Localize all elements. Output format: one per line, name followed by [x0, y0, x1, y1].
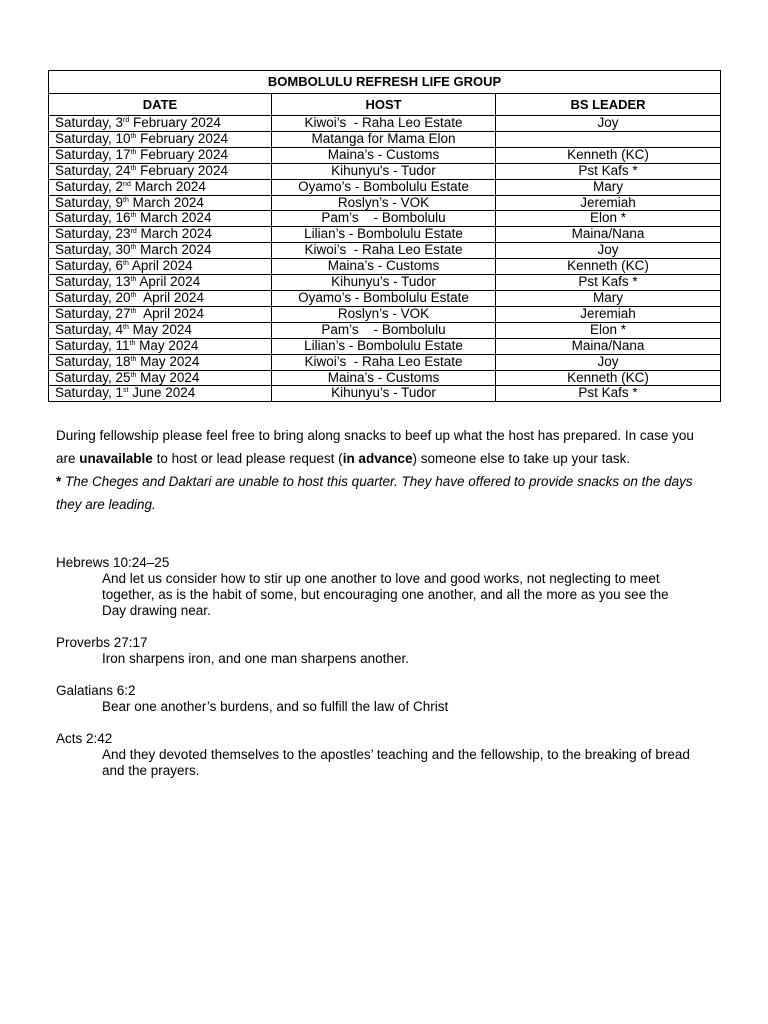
- date-cell: Saturday, 23rd March 2024: [49, 227, 272, 243]
- date-cell: Saturday, 25th May 2024: [49, 370, 272, 386]
- date-cell: Saturday, 30th March 2024: [49, 243, 272, 259]
- table-row: [49, 243, 721, 259]
- header-date: DATE: [49, 94, 272, 116]
- verse-text: And let us consider how to stir up one another to love and good works, not neglecting to meet together, as is the habit of some, but encouraging one another, and all the more as you see the Day drawing near.: [102, 571, 669, 618]
- verse-block: [56, 555, 696, 619]
- host-cell: Roslyn’s - VOK: [272, 195, 496, 211]
- scripture-verses: [56, 555, 696, 795]
- host-cell: Roslyn’s - VOK: [272, 306, 496, 322]
- leader-cell: Pst Kafs *: [496, 386, 721, 402]
- leader-cell: Joy: [496, 116, 721, 132]
- verse-reference: Hebrews 10:24–25: [56, 555, 170, 570]
- leader-cell: Jeremiah: [496, 195, 721, 211]
- leader-cell: Mary: [496, 179, 721, 195]
- leader-cell: Joy: [496, 243, 721, 259]
- date-cell: Saturday, 17th February 2024: [49, 147, 272, 163]
- host-cell: Kihunyu’s - Tudor: [272, 386, 496, 402]
- date-cell: Saturday, 1st June 2024: [49, 386, 272, 402]
- host-cell: Lilian’s - Bombolulu Estate: [272, 338, 496, 354]
- note-in-advance: in advance: [342, 451, 413, 466]
- host-cell: Lilian’s - Bombolulu Estate: [272, 227, 496, 243]
- leader-cell: Kenneth (KC): [496, 259, 721, 275]
- host-cell: Maina’s - Customs: [272, 259, 496, 275]
- note-text-2: to host or lead please request (: [152, 451, 343, 466]
- verse-block: [56, 731, 696, 779]
- leader-cell: [496, 131, 721, 147]
- header-host: HOST: [272, 94, 496, 116]
- date-cell: Saturday, 16th March 2024: [49, 211, 272, 227]
- table-row: [49, 290, 721, 306]
- host-cell: Kiwoi’s - Raha Leo Estate: [272, 354, 496, 370]
- leader-cell: Maina/Nana: [496, 227, 721, 243]
- note-text-3: ) someone else to take up your task.: [412, 451, 631, 466]
- host-exception-note: [56, 470, 716, 516]
- host-cell: Kiwoi’s - Raha Leo Estate: [272, 116, 496, 132]
- table-row: [49, 354, 721, 370]
- date-cell: Saturday, 18th May 2024: [49, 354, 272, 370]
- table-row: [49, 259, 721, 275]
- leader-cell: Elon *: [496, 322, 721, 338]
- date-cell: Saturday, 4th May 2024: [49, 322, 272, 338]
- verse-block: [56, 635, 696, 667]
- asterisk: *: [56, 474, 62, 489]
- date-cell: Saturday, 3rd February 2024: [49, 116, 272, 132]
- table-row: [49, 131, 721, 147]
- date-cell: Saturday, 6th April 2024: [49, 259, 272, 275]
- table-row: [49, 370, 721, 386]
- table-row: [49, 163, 721, 179]
- table-row: [49, 386, 721, 402]
- verse-block: [56, 683, 696, 715]
- leader-cell: Pst Kafs *: [496, 163, 721, 179]
- exception-text: The Cheges and Daktari are unable to host this quarter. They have offered to provide snacks on the days they are leading.: [56, 474, 693, 512]
- verse-text: Bear one another’s burdens, and so fulfill the law of Christ: [102, 699, 449, 714]
- verse-reference: Acts 2:42: [56, 731, 113, 746]
- table-title: BOMBOLULU REFRESH LIFE GROUP: [49, 71, 721, 94]
- leader-cell: Kenneth (KC): [496, 147, 721, 163]
- table-row: [49, 179, 721, 195]
- leader-cell: Mary: [496, 290, 721, 306]
- table-row: [49, 195, 721, 211]
- verse-text: Iron sharpens iron, and one man sharpens another.: [102, 651, 409, 666]
- table-row: [49, 275, 721, 291]
- leader-cell: Maina/Nana: [496, 338, 721, 354]
- note-unavailable: unavailable: [79, 451, 153, 466]
- leader-cell: Kenneth (KC): [496, 370, 721, 386]
- host-cell: Pam’s - Bombolulu: [272, 211, 496, 227]
- host-cell: Pam’s - Bombolulu: [272, 322, 496, 338]
- host-cell: Oyamo’s - Bombolulu Estate: [272, 179, 496, 195]
- header-bs-leader: BS LEADER: [496, 94, 721, 116]
- verse-reference: Proverbs 27:17: [56, 635, 148, 650]
- leader-cell: Pst Kafs *: [496, 275, 721, 291]
- leader-cell: Joy: [496, 354, 721, 370]
- date-cell: Saturday, 10th February 2024: [49, 131, 272, 147]
- date-cell: Saturday, 2nd March 2024: [49, 179, 272, 195]
- table-row: [49, 227, 721, 243]
- host-cell: Oyamo’s - Bombolulu Estate: [272, 290, 496, 306]
- host-cell: Maina’s - Customs: [272, 147, 496, 163]
- leader-cell: Elon *: [496, 211, 721, 227]
- table-row: [49, 211, 721, 227]
- table-row: [49, 306, 721, 322]
- leader-cell: Jeremiah: [496, 306, 721, 322]
- host-cell: Kihunyu’s - Tudor: [272, 275, 496, 291]
- host-cell: Kihunyu's - Tudor: [272, 163, 496, 179]
- table-row: [49, 322, 721, 338]
- table-row: [49, 147, 721, 163]
- host-cell: Matanga for Mama Elon: [272, 131, 496, 147]
- host-cell: Maina’s - Customs: [272, 370, 496, 386]
- schedule-table: [48, 70, 721, 402]
- table-row: [49, 116, 721, 132]
- date-cell: Saturday, 27th April 2024: [49, 306, 272, 322]
- date-cell: Saturday, 11th May 2024: [49, 338, 272, 354]
- date-cell: Saturday, 20th April 2024: [49, 290, 272, 306]
- host-cell: Kiwoi’s - Raha Leo Estate: [272, 243, 496, 259]
- date-cell: Saturday, 24th February 2024: [49, 163, 272, 179]
- table-row: [49, 338, 721, 354]
- date-cell: Saturday, 9th March 2024: [49, 195, 272, 211]
- fellowship-note: [56, 424, 716, 470]
- date-cell: Saturday, 13th April 2024: [49, 275, 272, 291]
- verse-text: And they devoted themselves to the apostles’ teaching and the fellowship, to the breaking of bread and the prayers.: [102, 747, 690, 778]
- note-text-1: During fellowship please feel free to bring along snacks to beef up what the host has prepared. In case you are: [56, 428, 694, 466]
- verse-reference: Galatians 6:2: [56, 683, 136, 698]
